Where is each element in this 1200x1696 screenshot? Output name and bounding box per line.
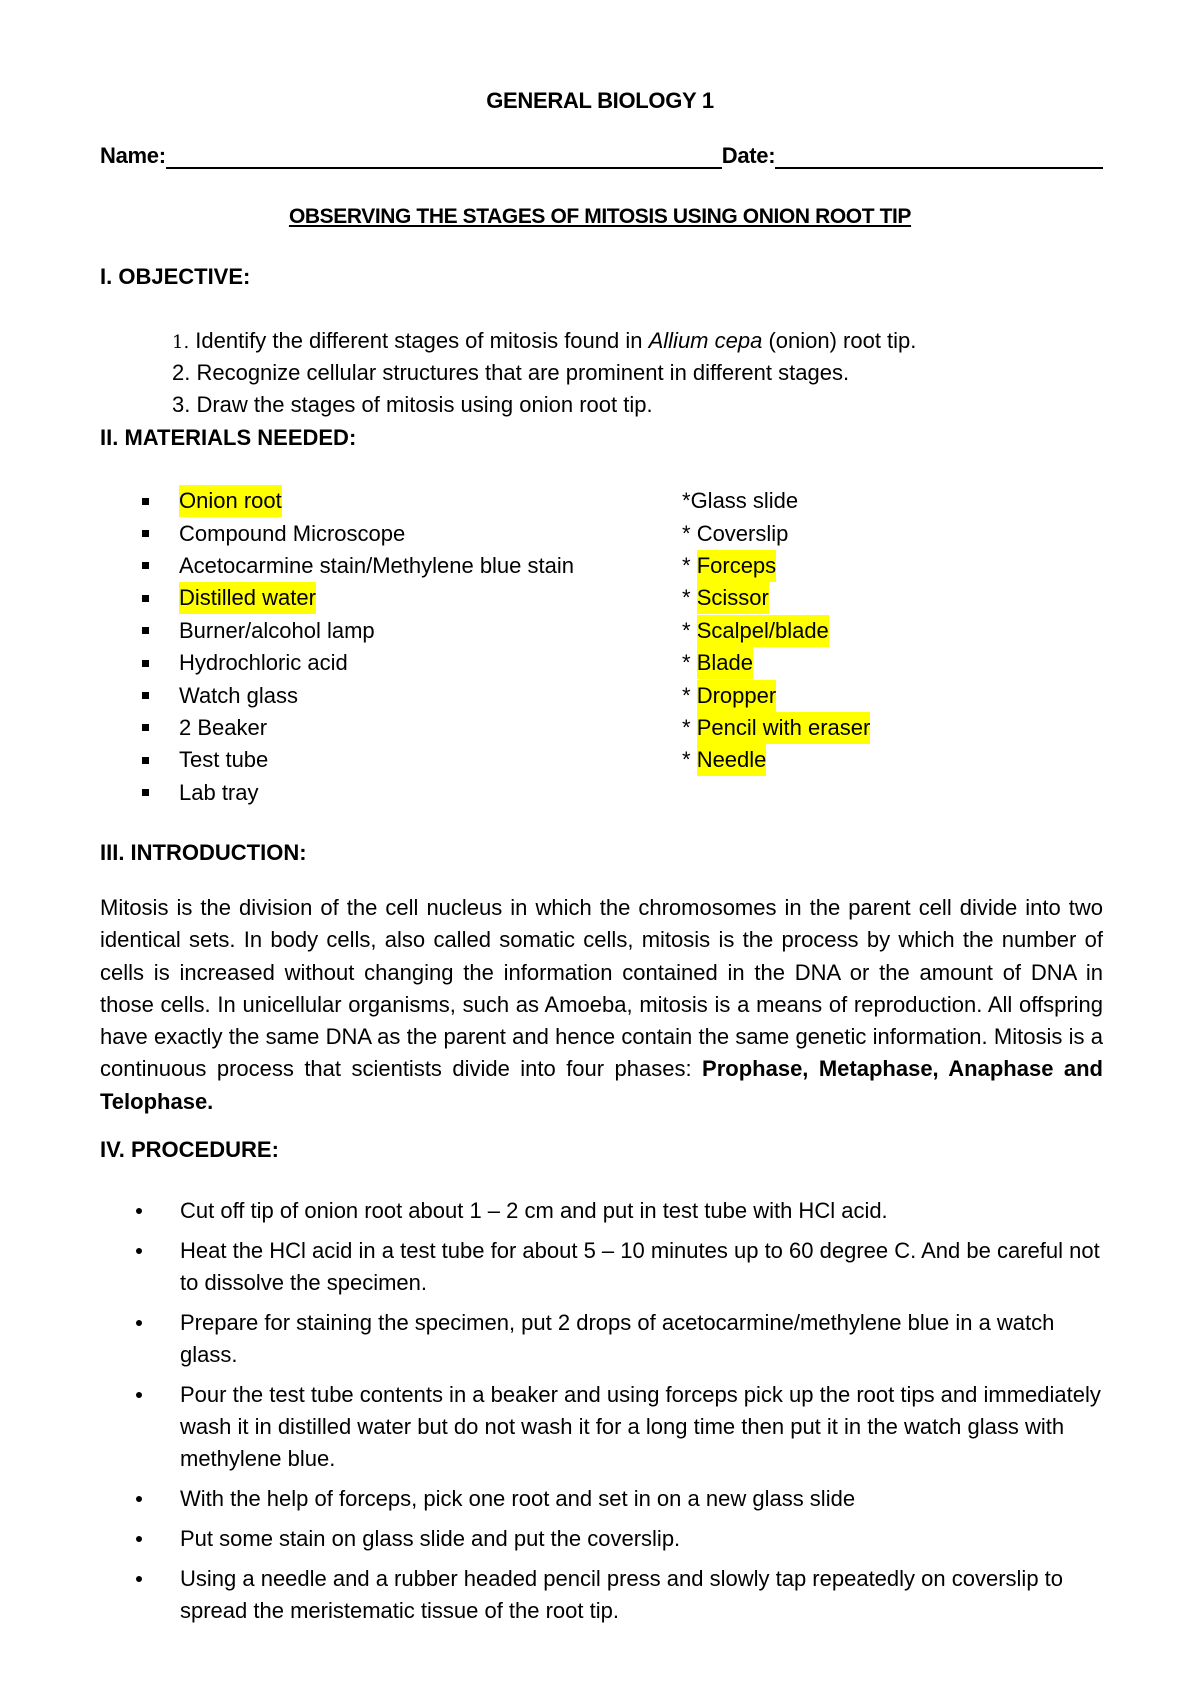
material-label: Dropper [697,680,776,712]
round-bullet-icon [136,1536,142,1542]
material-label: Watch glass [179,682,299,708]
square-bullet-icon [142,562,149,569]
material-label: Distilled water [179,582,316,614]
asterisk-prefix: * [682,552,697,578]
round-bullet-icon [136,1208,142,1214]
asterisk-prefix: * [682,650,697,676]
material-item [100,485,574,517]
procedure-heading: IV. PROCEDURE: [100,1137,279,1162]
material-item [100,712,574,744]
materials-heading: II. MATERIALS NEEDED: [100,425,357,450]
material-item [100,679,574,711]
procedure-list [100,1195,1110,1635]
material-item [100,647,574,679]
procedure-step-text: Using a needle and a rubber headed pencil press and slowly tap repeatedly on coverslip to spread the meristematic tissue of the root tip. [180,1566,1064,1623]
date-blank-line[interactable] [775,145,1103,169]
asterisk-prefix: * [682,520,697,546]
material-item [100,744,574,776]
material-item [100,777,574,809]
procedure-step-text: Cut off tip of onion root about 1 – 2 cm and put in test tube with HCl acid. [180,1198,888,1223]
objective-item-2: 2. Recognize cellular structures that are prominent in different stages. [172,360,850,385]
square-bullet-icon [142,789,149,796]
procedure-step [100,1563,1110,1627]
material-label: Compound Microscope [179,520,406,546]
material-item [682,647,870,679]
material-item [682,744,870,776]
asterisk-prefix: * [682,682,697,708]
objective-list [172,325,916,421]
material-label: Onion root [179,485,282,517]
square-bullet-icon [142,660,149,667]
square-bullet-icon [142,692,149,699]
material-item [100,550,574,582]
procedure-step [100,1379,1110,1475]
material-item [682,550,870,582]
material-label: Glass slide [690,488,799,514]
material-label: Test tube [179,747,269,773]
material-item [682,582,870,614]
round-bullet-icon [136,1392,142,1398]
procedure-step [100,1195,1110,1227]
material-label: Forceps [697,550,776,582]
square-bullet-icon [142,724,149,731]
square-bullet-icon [142,530,149,537]
mitosis-phases: Prophase, Metaphase, Anaphase and Telophase. [100,1056,1103,1114]
material-item [100,582,574,614]
material-label: Needle [697,744,767,776]
material-item [682,615,870,647]
round-bullet-icon [136,1576,142,1582]
material-label: Pencil with eraser [697,712,871,744]
material-item [682,485,870,517]
objective-item-3: 3. Draw the stages of mitosis using onion root tip. [172,392,653,417]
objective-heading: I. OBJECTIVE: [100,264,251,289]
activity-title: OBSERVING THE STAGES OF MITOSIS USING ONION ROOT TIP [288,205,912,228]
procedure-step [100,1235,1110,1299]
round-bullet-icon [136,1248,142,1254]
procedure-step [100,1483,1110,1515]
course-title: GENERAL BIOLOGY 1 [486,88,714,113]
asterisk-prefix: * [682,488,691,514]
material-label: Acetocarmine stain/Methylene blue stain [179,552,574,578]
material-label: Blade [697,647,753,679]
material-item [100,615,574,647]
material-label: Burner/alcohol lamp [179,617,375,643]
procedure-step-text: With the help of forceps, pick one root and set in on a new glass slide [180,1486,856,1511]
material-item [682,517,870,549]
material-label: Scissor [697,582,769,614]
asterisk-prefix: * [682,747,697,773]
name-date-row [100,143,1103,169]
material-label: Lab tray [179,779,259,805]
materials-right-column [682,485,870,777]
material-label: Coverslip [696,520,789,546]
square-bullet-icon [142,595,149,602]
square-bullet-icon [142,498,149,505]
procedure-step [100,1307,1110,1371]
introduction-heading: III. INTRODUCTION: [100,840,307,865]
asterisk-prefix: * [682,714,697,740]
material-label: Scalpel/blade [697,615,829,647]
material-item [682,679,870,711]
objective-item-1: 1. Identify the different stages of mitosis found in Allium cepa (onion) root tip. [172,328,917,353]
material-label: 2 Beaker [179,714,268,740]
asterisk-prefix: * [682,585,697,611]
procedure-step-text: Put some stain on glass slide and put the coverslip. [180,1526,681,1551]
procedure-step-text: Pour the test tube contents in a beaker and using forceps pick up the root tips and immediately wash it in distilled water but do not wash it for a long time then put it in the watch glass with methylene blue. [180,1382,1101,1471]
material-item [682,712,870,744]
materials-left-column [100,485,574,809]
round-bullet-icon [136,1496,142,1502]
procedure-step-text: Heat the HCl acid in a test tube for about 5 – 10 minutes up to 60 degree C. And be careful not to dissolve the specimen. [180,1238,1100,1295]
square-bullet-icon [142,627,149,634]
procedure-step [100,1523,1110,1555]
material-label: Hydrochloric acid [179,650,348,676]
material-item [100,517,574,549]
square-bullet-icon [142,757,149,764]
name-label: Name: [100,143,166,168]
introduction-paragraph: Mitosis is the division of the cell nucleus in which the chromosomes in the parent cell divide into two identical sets. In body cells, also called somatic cells, mitosis is the process by which the number of cells is increased without changing the information contained in the DNA or the amount of DNA in those cells. In unicellular organisms, such as Amoeba, mitosis is a means of reproduction. All offspring have exactly the same DNA as the parent and hence contain the same genetic information. Mitosis is a continuous process that scientists divide into four phases: Prophase, Metaphase, Anaphase and Telophase. [100,895,1103,1114]
name-blank-line[interactable] [166,145,722,169]
round-bullet-icon [136,1320,142,1326]
date-label: Date: [721,143,776,168]
procedure-step-text: Prepare for staining the specimen, put 2 drops of acetocarmine/methylene blue in a watch glass. [180,1310,1055,1367]
asterisk-prefix: * [682,617,697,643]
